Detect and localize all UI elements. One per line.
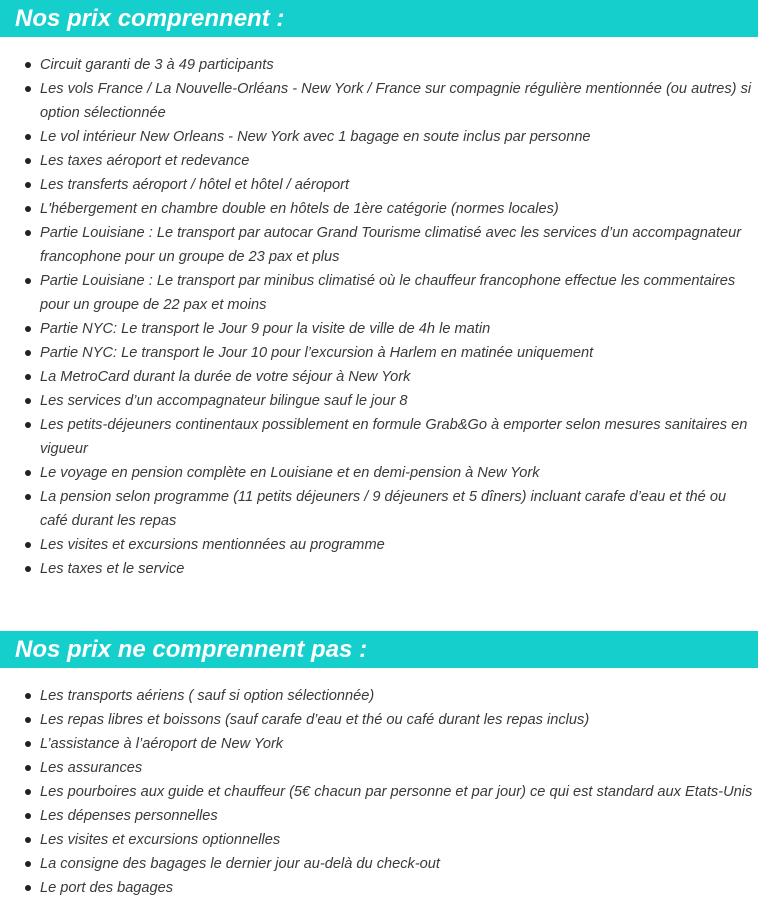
included-list-item: Partie NYC: Le transport le Jour 9 pour la visite de ville de 4h le matin (0, 317, 758, 341)
excluded-list-item: L’assistance à l’aéroport de New York (0, 732, 758, 756)
included-list-item: Circuit garanti de 3 à 49 participants (0, 53, 758, 77)
included-list (0, 53, 758, 581)
excluded-list-item: Les repas libres et boissons (sauf carafe d’eau et thé ou café durant les repas inclus) (0, 708, 758, 732)
excluded-list-item: Les pourboires aux guide et chauffeur (5€ chacun par personne et par jour) ce qui est standard aux Etats-Unis (0, 780, 758, 804)
excluded-list-item: Les visites et excursions optionnelles (0, 828, 758, 852)
included-list-item: Partie Louisiane : Le transport par autocar Grand Tourisme climatisé avec les services d’un accompagnateur francophone pour un groupe de 23 pax et plus (0, 221, 758, 269)
included-list-item: Partie NYC: Le transport le Jour 10 pour l’excursion à Harlem en matinée uniquement (0, 341, 758, 365)
included-list-item: Partie Louisiane : Le transport par minibus climatisé où le chauffeur francophone effectue les commentaires pour un groupe de 22 pax et moins (0, 269, 758, 317)
included-list-item: Les vols France / La Nouvelle-Orléans - New York / France sur compagnie régulière mentionnée (ou autres) si option sélectionnée (0, 77, 758, 125)
included-list-item: Le voyage en pension complète en Louisiane et en demi-pension à New York (0, 461, 758, 485)
excluded-list-item: La consigne des bagages le dernier jour au-delà du check-out (0, 852, 758, 876)
included-list-item: Les visites et excursions mentionnées au programme (0, 533, 758, 557)
excluded-list-item: Les dépenses personnelles (0, 804, 758, 828)
excluded-list-item: Le port des bagages (0, 876, 758, 900)
included-list-item: La MetroCard durant la durée de votre séjour à New York (0, 365, 758, 389)
excluded-list-item: Les transports aériens ( sauf si option sélectionnée) (0, 684, 758, 708)
included-list-item: Les petits-déjeuners continentaux possiblement en formule Grab&Go à emporter selon mesures sanitaires en vigueur (0, 413, 758, 461)
included-list-item: Les taxes et le service (0, 557, 758, 581)
included-list-item: La pension selon programme (11 petits déjeuners / 9 déjeuners et 5 dîners) incluant carafe d’eau et thé ou café durant les repas (0, 485, 758, 533)
included-list-item: Les services d’un accompagnateur bilingue sauf le jour 8 (0, 389, 758, 413)
excluded-list-item: Les assurances (0, 756, 758, 780)
included-list-item: L'hébergement en chambre double en hôtels de 1ère catégorie (normes locales) (0, 197, 758, 221)
excluded-list (0, 684, 758, 900)
included-list-item: Le vol intérieur New Orleans - New York avec 1 bagage en soute inclus par personne (0, 125, 758, 149)
excluded-section-title: Nos prix ne comprennent pas : (0, 631, 758, 668)
included-list-item: Les taxes aéroport et redevance (0, 149, 758, 173)
included-section-title: Nos prix comprennent : (0, 0, 758, 37)
included-list-item: Les transferts aéroport / hôtel et hôtel / aéroport (0, 173, 758, 197)
